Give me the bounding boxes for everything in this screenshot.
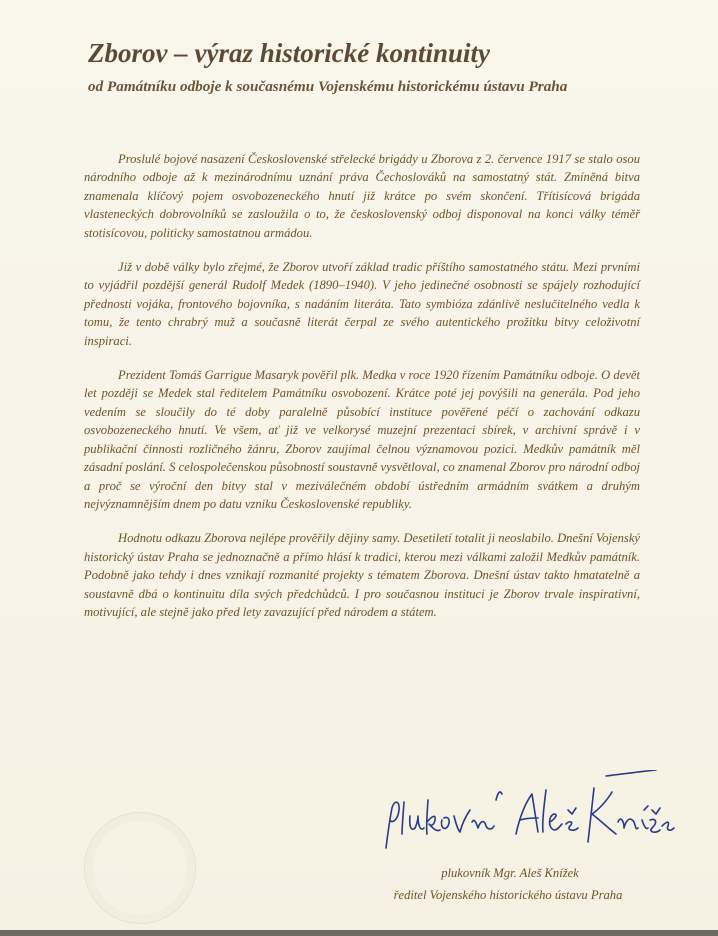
document-subtitle: od Památníku odboje k současnému Vojenskému historickému ústavu Praha [88,78,568,95]
page-bottom-edge [0,930,718,936]
signatory-name: plukovník Mgr. Aleš Knížek [441,866,579,880]
document-title: Zborov – výraz historické kontinuity [88,38,491,68]
paragraph-4: Hodnotu odkazu Zborova nejlépe prověřily dějiny samy. Desetiletí totalit ji neoslabilo. Dnešní Vojenský historický ústav Praha se jednoznačně a přímo hlásí k tradici, kterou mezi válkami založil Medkův památník. Podobně jako tehdy i dnes vznikají rozmanité projekty s tématem Zborova. Dnešní ústav takto hmatatelně a soustavně dbá o kontinuitu díla svých předchůdců. I pro současnou instituci je Zborov trvale inspirativní, motivující, ale stejně jako před lety zavazující před národem a státem. [84,531,640,619]
paragraph-2: Již v době války bylo zřejmé, že Zborov utvoří základ tradic příštího samostatného státu. Mezi prvními to vyjádřil pozdější generál Rudolf Medek (1890–1940). V jeho jedinečné osobnosti se spájely rozhodující přednosti vojáka, frontového bojovníka, s nadáním literáta. Tato symbióza zdánlivě neslučitelného vedla k tomu, že tento chrabrý muž a současně literát čerpal ze svého autentického prožitku bitvy celoživotní inspiraci. [84,260,640,348]
paragraph-3: Prezident Tomáš Garrigue Masaryk pověřil plk. Medka v roce 1920 řízením Památníku odboje. O devět let později se Medek stal ředitelem Památníku osvobození. Krátce poté jej povýšili na generála. Pod jeho vedením se sloučily do té doby paralelně působící instituce pověřené péčí o zachování odkazu osvobozeneckého hnutí. Ve všem, ať již ve velkorysé muzejní prezentaci sbírek, v archivní správě i v publikační činnosti rozličného žánru, Zborov zaujímal čelnou významovou pozici. Medkův památník měl zásadní poslání. S celospolečenskou působností soustavně vysvětloval, co znamenal Zborov pro národní odboj a proč se výroční den bitvy stal v meziválečném období ústředním armádním svátkem a druhým nejvýznamnějším dnem po datu vzniku Československé republiky. [84,368,640,511]
handwritten-signature [380,770,680,860]
paragraph-1: Proslulé bojové nasazení Československé střelecké brigády u Zborova z 2. července 1917 se stalo osou národního odboje až k mezinárodnímu uznání práva Čechoslováků na samostatný stát. Zmíněná bitva znamenala klíčový pojem osvobozeneckého hnutí již krátce po svém skončení. Třítisícová brigáda vlasteneckých dobrovolníků se zasloužila o to, že československý odboj disponoval na konci války téměř stotisícovou, politicky samostatnou armádou. [84,152,640,240]
signatory-title: ředitel Vojenského historického ústavu Praha [393,888,623,902]
body-text [84,150,640,637]
embossed-seal [84,812,196,924]
